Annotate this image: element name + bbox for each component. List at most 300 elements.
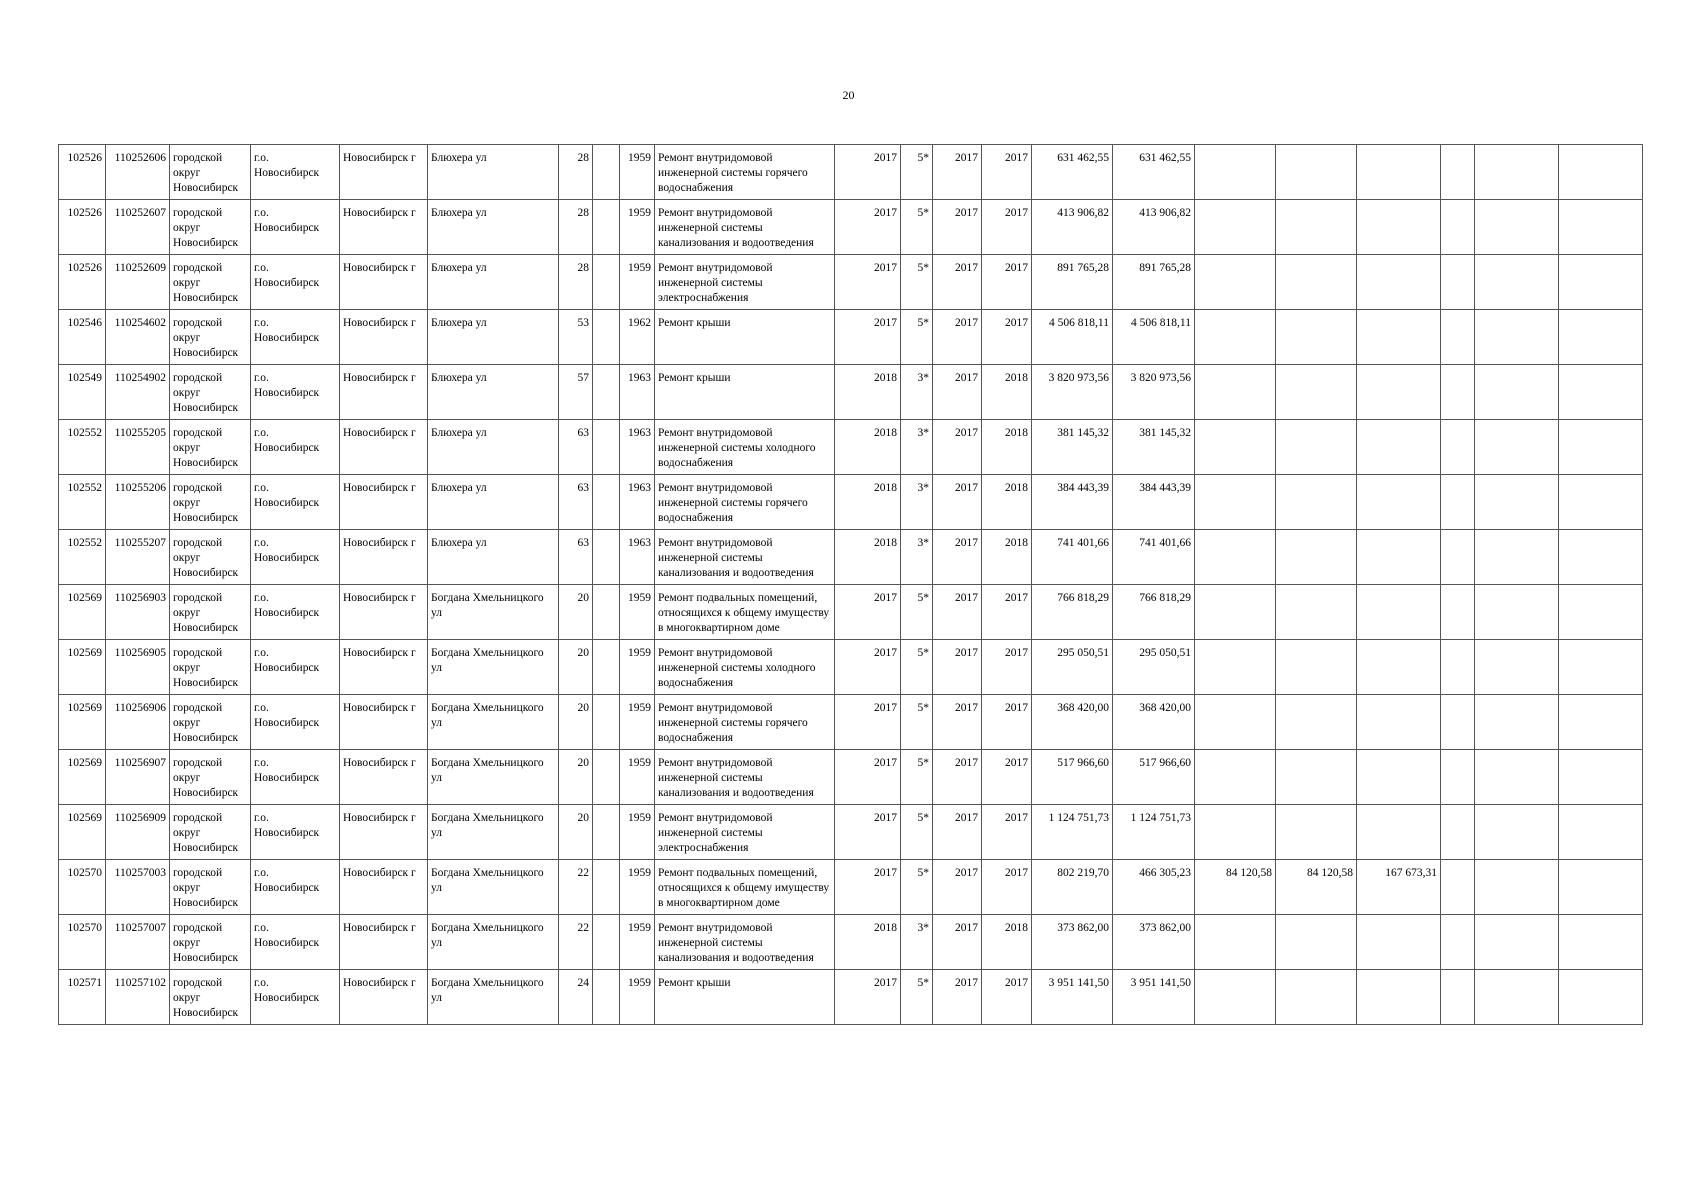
work-code-cell: 110256909 (106, 805, 170, 860)
finance-5-cell (1475, 750, 1559, 805)
year-built-cell: 1959 (620, 915, 655, 970)
finance-2-cell (1276, 420, 1357, 475)
priority-cell: 5* (901, 145, 933, 200)
finance-4-cell (1441, 970, 1475, 1025)
street-cell: Блюхера ул (428, 475, 559, 530)
work-type-cell: Ремонт внутридомовой инженерной системы электроснабжения (655, 805, 835, 860)
priority-cell: 5* (901, 695, 933, 750)
table-row (59, 915, 1643, 970)
table-row (59, 695, 1643, 750)
table-row (59, 860, 1643, 915)
start-year-cell: 2017 (933, 310, 982, 365)
plan-year-cell: 2017 (835, 585, 901, 640)
finance-1-cell (1195, 145, 1276, 200)
house-letter-cell (593, 530, 620, 585)
object-id-cell: 102569 (59, 805, 106, 860)
priority-cell: 5* (901, 750, 933, 805)
table-row (59, 750, 1643, 805)
house-number-cell: 20 (559, 695, 593, 750)
finance-3-cell (1357, 365, 1441, 420)
object-id-cell: 102526 (59, 200, 106, 255)
finance-5-cell (1475, 200, 1559, 255)
street-cell: Богдана Хмельницкого ул (428, 805, 559, 860)
empty-cell (1559, 310, 1643, 365)
finance-1-cell (1195, 475, 1276, 530)
house-letter-cell (593, 640, 620, 695)
finance-1-cell (1195, 970, 1276, 1025)
plan-year-cell: 2017 (835, 310, 901, 365)
object-id-cell: 102526 (59, 145, 106, 200)
start-year-cell: 2017 (933, 530, 982, 585)
finance-3-cell (1357, 970, 1441, 1025)
plan-year-cell: 2018 (835, 475, 901, 530)
year-built-cell: 1959 (620, 860, 655, 915)
plan-year-cell: 2018 (835, 365, 901, 420)
plan-year-cell: 2017 (835, 695, 901, 750)
house-number-cell: 57 (559, 365, 593, 420)
total-cost-cell: 1 124 751,73 (1032, 805, 1113, 860)
work-type-cell: Ремонт внутридомовой инженерной системы горячего водоснабжения (655, 475, 835, 530)
start-year-cell: 2017 (933, 860, 982, 915)
city-cell: Новосибирск г (340, 310, 428, 365)
municipality-cell: г.о. Новосибирск (251, 860, 340, 915)
work-type-cell: Ремонт крыши (655, 365, 835, 420)
finance-4-cell (1441, 640, 1475, 695)
work-code-cell: 110256906 (106, 695, 170, 750)
house-number-cell: 63 (559, 530, 593, 585)
municipality-cell: г.о. Новосибирск (251, 640, 340, 695)
table-row (59, 475, 1643, 530)
street-cell: Блюхера ул (428, 255, 559, 310)
district-cell: городской округ Новосибирск (170, 420, 251, 475)
work-type-cell: Ремонт внутридомовой инженерной системы канализования и водоотведения (655, 915, 835, 970)
city-cell: Новосибирск г (340, 805, 428, 860)
work-type-cell: Ремонт внутридомовой инженерной системы горячего водоснабжения (655, 695, 835, 750)
priority-cell: 5* (901, 640, 933, 695)
finance-3-cell (1357, 915, 1441, 970)
finance-1-cell (1195, 640, 1276, 695)
empty-cell (1559, 585, 1643, 640)
finance-1-cell (1195, 695, 1276, 750)
work-type-cell: Ремонт внутридомовой инженерной системы канализования и водоотведения (655, 750, 835, 805)
street-cell: Блюхера ул (428, 200, 559, 255)
house-number-cell: 28 (559, 255, 593, 310)
house-letter-cell (593, 255, 620, 310)
priority-cell: 5* (901, 805, 933, 860)
empty-cell (1559, 640, 1643, 695)
street-cell: Богдана Хмельницкого ул (428, 695, 559, 750)
work-type-cell: Ремонт крыши (655, 970, 835, 1025)
house-letter-cell (593, 805, 620, 860)
finance-2-cell (1276, 640, 1357, 695)
object-id-cell: 102549 (59, 365, 106, 420)
street-cell: Блюхера ул (428, 365, 559, 420)
city-cell: Новосибирск г (340, 475, 428, 530)
finance-5-cell (1475, 145, 1559, 200)
end-year-cell: 2017 (982, 200, 1032, 255)
end-year-cell: 2018 (982, 475, 1032, 530)
fund-cost-cell: 384 443,39 (1113, 475, 1195, 530)
year-built-cell: 1959 (620, 255, 655, 310)
end-year-cell: 2017 (982, 805, 1032, 860)
finance-5-cell (1475, 365, 1559, 420)
finance-5-cell (1475, 255, 1559, 310)
city-cell: Новосибирск г (340, 750, 428, 805)
finance-4-cell (1441, 750, 1475, 805)
object-id-cell: 102526 (59, 255, 106, 310)
start-year-cell: 2017 (933, 585, 982, 640)
finance-4-cell (1441, 200, 1475, 255)
year-built-cell: 1959 (620, 970, 655, 1025)
year-built-cell: 1962 (620, 310, 655, 365)
finance-2-cell (1276, 255, 1357, 310)
finance-4-cell (1441, 145, 1475, 200)
total-cost-cell: 4 506 818,11 (1032, 310, 1113, 365)
finance-3-cell: 167 673,31 (1357, 860, 1441, 915)
table-row (59, 200, 1643, 255)
empty-cell (1559, 860, 1643, 915)
priority-cell: 5* (901, 255, 933, 310)
finance-4-cell (1441, 860, 1475, 915)
finance-1-cell (1195, 200, 1276, 255)
table-row (59, 255, 1643, 310)
finance-2-cell (1276, 145, 1357, 200)
year-built-cell: 1959 (620, 200, 655, 255)
city-cell: Новосибирск г (340, 695, 428, 750)
fund-cost-cell: 466 305,23 (1113, 860, 1195, 915)
municipality-cell: г.о. Новосибирск (251, 915, 340, 970)
empty-cell (1559, 420, 1643, 475)
plan-year-cell: 2017 (835, 145, 901, 200)
street-cell: Богдана Хмельницкого ул (428, 860, 559, 915)
finance-2-cell (1276, 750, 1357, 805)
house-letter-cell (593, 310, 620, 365)
district-cell: городской округ Новосибирск (170, 530, 251, 585)
district-cell: городской округ Новосибирск (170, 585, 251, 640)
finance-4-cell (1441, 530, 1475, 585)
total-cost-cell: 741 401,66 (1032, 530, 1113, 585)
table-row (59, 420, 1643, 475)
street-cell: Блюхера ул (428, 420, 559, 475)
priority-cell: 3* (901, 365, 933, 420)
fund-cost-cell: 295 050,51 (1113, 640, 1195, 695)
city-cell: Новосибирск г (340, 255, 428, 310)
work-type-cell: Ремонт внутридомовой инженерной системы горячего водоснабжения (655, 145, 835, 200)
object-id-cell: 102569 (59, 695, 106, 750)
empty-cell (1559, 200, 1643, 255)
street-cell: Богдана Хмельницкого ул (428, 970, 559, 1025)
end-year-cell: 2017 (982, 310, 1032, 365)
finance-5-cell (1475, 475, 1559, 530)
work-code-cell: 110254602 (106, 310, 170, 365)
start-year-cell: 2017 (933, 420, 982, 475)
end-year-cell: 2017 (982, 860, 1032, 915)
work-code-cell: 110257007 (106, 915, 170, 970)
work-type-cell: Ремонт подвальных помещений, относящихся к общему имуществу в многоквартирном доме (655, 860, 835, 915)
page-number: 20 (842, 88, 855, 102)
empty-cell (1559, 145, 1643, 200)
street-cell: Блюхера ул (428, 530, 559, 585)
finance-3-cell (1357, 640, 1441, 695)
finance-3-cell (1357, 695, 1441, 750)
plan-year-cell: 2018 (835, 530, 901, 585)
plan-year-cell: 2017 (835, 860, 901, 915)
work-code-cell: 110255207 (106, 530, 170, 585)
finance-1-cell (1195, 365, 1276, 420)
empty-cell (1559, 695, 1643, 750)
house-number-cell: 53 (559, 310, 593, 365)
finance-5-cell (1475, 805, 1559, 860)
year-built-cell: 1959 (620, 695, 655, 750)
district-cell: городской округ Новосибирск (170, 145, 251, 200)
fund-cost-cell: 517 966,60 (1113, 750, 1195, 805)
year-built-cell: 1963 (620, 475, 655, 530)
empty-cell (1559, 530, 1643, 585)
plan-year-cell: 2017 (835, 640, 901, 695)
finance-2-cell (1276, 695, 1357, 750)
year-built-cell: 1963 (620, 420, 655, 475)
fund-cost-cell: 373 862,00 (1113, 915, 1195, 970)
end-year-cell: 2018 (982, 530, 1032, 585)
finance-1-cell (1195, 420, 1276, 475)
finance-2-cell (1276, 805, 1357, 860)
total-cost-cell: 891 765,28 (1032, 255, 1113, 310)
finance-5-cell (1475, 860, 1559, 915)
finance-1-cell: 84 120,58 (1195, 860, 1276, 915)
house-letter-cell (593, 750, 620, 805)
total-cost-cell: 384 443,39 (1032, 475, 1113, 530)
empty-cell (1559, 365, 1643, 420)
municipality-cell: г.о. Новосибирск (251, 200, 340, 255)
municipality-cell: г.о. Новосибирск (251, 530, 340, 585)
district-cell: городской округ Новосибирск (170, 200, 251, 255)
house-letter-cell (593, 200, 620, 255)
priority-cell: 3* (901, 475, 933, 530)
finance-3-cell (1357, 420, 1441, 475)
house-letter-cell (593, 475, 620, 530)
municipality-cell: г.о. Новосибирск (251, 145, 340, 200)
finance-5-cell (1475, 585, 1559, 640)
finance-2-cell (1276, 475, 1357, 530)
street-cell: Блюхера ул (428, 145, 559, 200)
end-year-cell: 2018 (982, 420, 1032, 475)
district-cell: городской округ Новосибирск (170, 860, 251, 915)
fund-cost-cell: 741 401,66 (1113, 530, 1195, 585)
priority-cell: 5* (901, 310, 933, 365)
house-number-cell: 28 (559, 145, 593, 200)
finance-4-cell (1441, 420, 1475, 475)
work-type-cell: Ремонт крыши (655, 310, 835, 365)
finance-3-cell (1357, 805, 1441, 860)
finance-5-cell (1475, 530, 1559, 585)
finance-4-cell (1441, 805, 1475, 860)
house-number-cell: 20 (559, 585, 593, 640)
empty-cell (1559, 475, 1643, 530)
house-letter-cell (593, 695, 620, 750)
end-year-cell: 2017 (982, 640, 1032, 695)
municipality-cell: г.о. Новосибирск (251, 255, 340, 310)
finance-4-cell (1441, 365, 1475, 420)
work-code-cell: 110255205 (106, 420, 170, 475)
finance-4-cell (1441, 310, 1475, 365)
table-body (59, 145, 1643, 1025)
plan-year-cell: 2017 (835, 200, 901, 255)
end-year-cell: 2017 (982, 750, 1032, 805)
priority-cell: 5* (901, 970, 933, 1025)
empty-cell (1559, 750, 1643, 805)
fund-cost-cell: 766 818,29 (1113, 585, 1195, 640)
city-cell: Новосибирск г (340, 145, 428, 200)
house-number-cell: 24 (559, 970, 593, 1025)
finance-5-cell (1475, 695, 1559, 750)
municipality-cell: г.о. Новосибирск (251, 310, 340, 365)
empty-cell (1559, 255, 1643, 310)
finance-3-cell (1357, 310, 1441, 365)
plan-year-cell: 2018 (835, 420, 901, 475)
plan-year-cell: 2017 (835, 805, 901, 860)
work-type-cell: Ремонт внутридомовой инженерной системы холодного водоснабжения (655, 640, 835, 695)
house-letter-cell (593, 420, 620, 475)
municipality-cell: г.о. Новосибирск (251, 585, 340, 640)
table-row (59, 365, 1643, 420)
city-cell: Новосибирск г (340, 860, 428, 915)
finance-3-cell (1357, 145, 1441, 200)
house-letter-cell (593, 915, 620, 970)
finance-1-cell (1195, 255, 1276, 310)
table-row (59, 805, 1643, 860)
fund-cost-cell: 368 420,00 (1113, 695, 1195, 750)
finance-1-cell (1195, 310, 1276, 365)
municipality-cell: г.о. Новосибирск (251, 420, 340, 475)
work-code-cell: 110256903 (106, 585, 170, 640)
finance-3-cell (1357, 200, 1441, 255)
house-number-cell: 63 (559, 420, 593, 475)
empty-cell (1559, 970, 1643, 1025)
table-row (59, 310, 1643, 365)
start-year-cell: 2017 (933, 365, 982, 420)
fund-cost-cell: 4 506 818,11 (1113, 310, 1195, 365)
finance-1-cell (1195, 585, 1276, 640)
house-number-cell: 28 (559, 200, 593, 255)
finance-2-cell (1276, 585, 1357, 640)
object-id-cell: 102552 (59, 530, 106, 585)
table-row (59, 970, 1643, 1025)
city-cell: Новосибирск г (340, 915, 428, 970)
total-cost-cell: 413 906,82 (1032, 200, 1113, 255)
year-built-cell: 1963 (620, 365, 655, 420)
work-type-cell: Ремонт внутридомовой инженерной системы канализования и водоотведения (655, 530, 835, 585)
district-cell: городской округ Новосибирск (170, 255, 251, 310)
total-cost-cell: 631 462,55 (1032, 145, 1113, 200)
end-year-cell: 2017 (982, 255, 1032, 310)
city-cell: Новосибирск г (340, 585, 428, 640)
house-letter-cell (593, 145, 620, 200)
house-number-cell: 22 (559, 860, 593, 915)
priority-cell: 5* (901, 200, 933, 255)
priority-cell: 3* (901, 915, 933, 970)
city-cell: Новосибирск г (340, 420, 428, 475)
district-cell: городской округ Новосибирск (170, 970, 251, 1025)
street-cell: Блюхера ул (428, 310, 559, 365)
object-id-cell: 102569 (59, 750, 106, 805)
work-code-cell: 110252607 (106, 200, 170, 255)
priority-cell: 3* (901, 530, 933, 585)
house-number-cell: 63 (559, 475, 593, 530)
street-cell: Богдана Хмельницкого ул (428, 640, 559, 695)
finance-2-cell (1276, 970, 1357, 1025)
house-number-cell: 22 (559, 915, 593, 970)
work-code-cell: 110255206 (106, 475, 170, 530)
total-cost-cell: 802 219,70 (1032, 860, 1113, 915)
year-built-cell: 1959 (620, 585, 655, 640)
finance-2-cell (1276, 365, 1357, 420)
work-type-cell: Ремонт подвальных помещений, относящихся к общему имуществу в многоквартирном доме (655, 585, 835, 640)
district-cell: городской округ Новосибирск (170, 475, 251, 530)
object-id-cell: 102570 (59, 915, 106, 970)
priority-cell: 5* (901, 585, 933, 640)
finance-4-cell (1441, 915, 1475, 970)
end-year-cell: 2017 (982, 145, 1032, 200)
district-cell: городской округ Новосибирск (170, 640, 251, 695)
fund-cost-cell: 3 951 141,50 (1113, 970, 1195, 1025)
start-year-cell: 2017 (933, 255, 982, 310)
year-built-cell: 1959 (620, 750, 655, 805)
plan-year-cell: 2017 (835, 255, 901, 310)
district-cell: городской округ Новосибирск (170, 805, 251, 860)
start-year-cell: 2017 (933, 750, 982, 805)
finance-3-cell (1357, 255, 1441, 310)
district-cell: городской округ Новосибирск (170, 695, 251, 750)
city-cell: Новосибирск г (340, 640, 428, 695)
municipality-cell: г.о. Новосибирск (251, 805, 340, 860)
empty-cell (1559, 805, 1643, 860)
city-cell: Новосибирск г (340, 200, 428, 255)
street-cell: Богдана Хмельницкого ул (428, 915, 559, 970)
work-code-cell: 110252609 (106, 255, 170, 310)
year-built-cell: 1959 (620, 805, 655, 860)
work-code-cell: 110254902 (106, 365, 170, 420)
house-letter-cell (593, 860, 620, 915)
fund-cost-cell: 3 820 973,56 (1113, 365, 1195, 420)
end-year-cell: 2018 (982, 915, 1032, 970)
object-id-cell: 102569 (59, 640, 106, 695)
finance-5-cell (1475, 915, 1559, 970)
finance-5-cell (1475, 420, 1559, 475)
total-cost-cell: 295 050,51 (1032, 640, 1113, 695)
end-year-cell: 2017 (982, 970, 1032, 1025)
finance-4-cell (1441, 585, 1475, 640)
work-code-cell: 110257003 (106, 860, 170, 915)
priority-cell: 5* (901, 860, 933, 915)
year-built-cell: 1963 (620, 530, 655, 585)
finance-5-cell (1475, 970, 1559, 1025)
work-code-cell: 110252606 (106, 145, 170, 200)
work-type-cell: Ремонт внутридомовой инженерной системы электроснабжения (655, 255, 835, 310)
table-row (59, 530, 1643, 585)
finance-1-cell (1195, 915, 1276, 970)
object-id-cell: 102552 (59, 475, 106, 530)
work-code-cell: 110256907 (106, 750, 170, 805)
object-id-cell: 102552 (59, 420, 106, 475)
plan-year-cell: 2017 (835, 750, 901, 805)
finance-1-cell (1195, 750, 1276, 805)
house-letter-cell (593, 970, 620, 1025)
city-cell: Новосибирск г (340, 970, 428, 1025)
finance-4-cell (1441, 695, 1475, 750)
total-cost-cell: 766 818,29 (1032, 585, 1113, 640)
finance-2-cell (1276, 310, 1357, 365)
table-row (59, 145, 1643, 200)
